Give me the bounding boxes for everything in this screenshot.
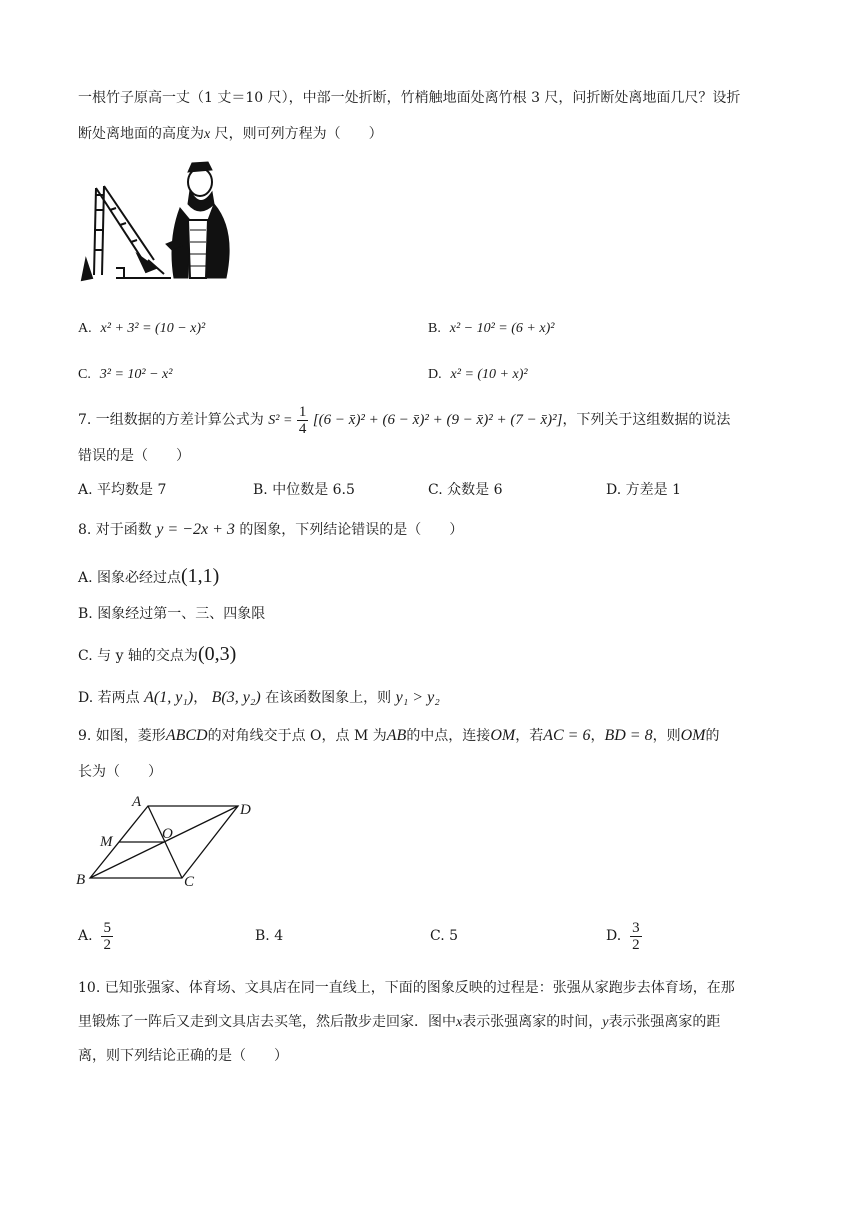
q7-fraction (297, 404, 309, 437)
q8-option-d[interactable] (78, 688, 440, 708)
q10-stem-line2 (78, 1012, 720, 1033)
q10-text: 里锻炼了一阵后又走到文具店去买笔，然后散步走回家．图中 (78, 1014, 456, 1030)
q6-option-d[interactable] (428, 364, 528, 385)
separator: ， (193, 690, 208, 706)
label-c: C (184, 874, 195, 890)
q8-stem-a: 8. 对于函数 (78, 522, 152, 538)
option-text-b: 在该函数图象上，则 (265, 690, 392, 706)
q9-ab: AB (386, 727, 407, 744)
q7-option-b[interactable]: B. 中位数是 6.5 (253, 482, 355, 498)
option-text: A. 图象必经过点 (78, 570, 182, 586)
option-label: B. (428, 321, 441, 336)
frac-num: 5 (103, 919, 111, 936)
q6-stem-text-a: 断处离地面的高度为 (78, 126, 204, 142)
point-1-1: (1,1) (181, 565, 220, 587)
q8-option-b[interactable]: B. 图象经过第一、三、四象限 (78, 606, 266, 622)
q6-option-a[interactable] (78, 318, 205, 339)
q6-option-b[interactable] (428, 318, 554, 339)
option-formula: x² + 3² = (10 − x)² (100, 321, 206, 336)
q6-stem-line1: 一根竹子原高一丈（1 丈＝10 尺），中部一处折断，竹梢触地面处离竹根 3 尺，问折断处离地面几尺？设折 (78, 90, 741, 106)
q10-stem-line3: 离，则下列结论正确的是（ ） (78, 1048, 288, 1064)
point-0-3: (0,3) (197, 643, 237, 665)
q7-option-c[interactable]: C. 众数是 6 (428, 482, 503, 498)
option-text: D. 若两点 (78, 690, 140, 706)
q7-stem-line2: 错误的是（ ） (78, 448, 190, 464)
q8-function: y = −2x + 3 (156, 521, 235, 538)
rhombus-figure (74, 794, 274, 890)
bamboo-scholar-illustration (76, 160, 236, 290)
frac-num: 3 (632, 919, 640, 936)
option-formula: x² − 10² = (6 + x)² (449, 321, 555, 336)
q8-stem-b: 的图象，下列结论错误的是（ ） (239, 522, 464, 538)
fraction-3-2 (630, 920, 642, 953)
q9-text: 9. 如图，菱形 (78, 728, 166, 744)
q10-text: 表示张强离家的距 (608, 1014, 721, 1030)
q9-abcd: ABCD (165, 727, 208, 744)
inequality: y₁ > y₂ (395, 689, 440, 706)
point-b: B(3, y₂) (211, 689, 261, 706)
q9-ac: AC = 6 (543, 727, 591, 744)
q10-var-y: y (602, 1015, 609, 1030)
q9-om: OM (490, 727, 516, 744)
q9-option-a[interactable] (78, 916, 113, 956)
q9-text: 的中点，连接 (406, 728, 491, 744)
q9-option-d[interactable] (606, 916, 642, 956)
option-label: A. (78, 321, 92, 336)
q10-text: 表示张强离家的时间， (462, 1014, 603, 1030)
q8-stem (78, 520, 463, 540)
q7-frac-den: 4 (298, 420, 307, 437)
q9-text: ， (590, 728, 605, 744)
option-label: D. (606, 928, 622, 944)
option-formula: x² = (10 + x)² (450, 367, 528, 382)
option-label: D. (428, 367, 442, 382)
q6-stem-line2 (78, 124, 383, 145)
label-o: O (162, 826, 173, 842)
q10-var-x: x (456, 1015, 463, 1030)
q9-text: 的对角线交于点 O，点 M 为 (207, 728, 387, 744)
q10-stem-line1: 10. 已知张强家、体育场、文具店在同一直线上，下面的图象反映的过程是：张强从家跑步去体育场，在那 (78, 980, 735, 996)
q9-option-c[interactable]: C. 5 (430, 928, 459, 944)
q7-formula-left: S² = (268, 413, 293, 428)
q9-text: 的 (705, 728, 720, 744)
label-b: B (76, 872, 86, 888)
q8-option-a[interactable] (78, 566, 219, 588)
option-label: A. (78, 928, 93, 944)
label-d: D (240, 802, 251, 818)
point-a: A(1, y₁) (144, 689, 194, 706)
q7-tail: ，下列关于这组数据的说法 (562, 412, 731, 428)
q6-stem-text-b: 尺，则可列方程为（ ） (210, 126, 383, 142)
q7-lead: 7. 一组数据的方差计算公式为 (78, 412, 264, 428)
q9-stem-line2: 长为（ ） (78, 764, 162, 780)
q7-option-a[interactable]: A. 平均数是 7 (78, 482, 167, 498)
q9-text: ，若 (515, 728, 544, 744)
q6-option-c[interactable] (78, 364, 172, 385)
frac-den: 2 (103, 936, 111, 953)
q9-text: ，则 (652, 728, 681, 744)
q9-stem-line1 (78, 726, 719, 746)
fraction-5-2 (101, 920, 113, 953)
frac-den: 2 (632, 936, 640, 953)
option-label: C. (78, 367, 91, 382)
q7-formula-body: [(6 − x̄)² + (6 − x̄)² + (9 − x̄)² + (7 − x̄)²] (312, 412, 563, 428)
q8-option-c[interactable] (78, 644, 236, 666)
label-m: M (100, 834, 113, 850)
q6-var-x: x (204, 127, 211, 142)
q7-stem-line1 (78, 400, 730, 440)
q9-om: OM (680, 727, 706, 744)
q9-bd: BD = 8 (604, 727, 653, 744)
q7-option-d[interactable]: D. 方差是 1 (606, 482, 681, 498)
option-formula: 3² = 10² − x² (99, 367, 173, 382)
option-text: C. 与 y 轴的交点为 (78, 648, 198, 664)
label-a: A (132, 794, 142, 810)
q9-option-b[interactable]: B. 4 (255, 928, 284, 944)
q7-frac-num: 1 (298, 403, 307, 420)
